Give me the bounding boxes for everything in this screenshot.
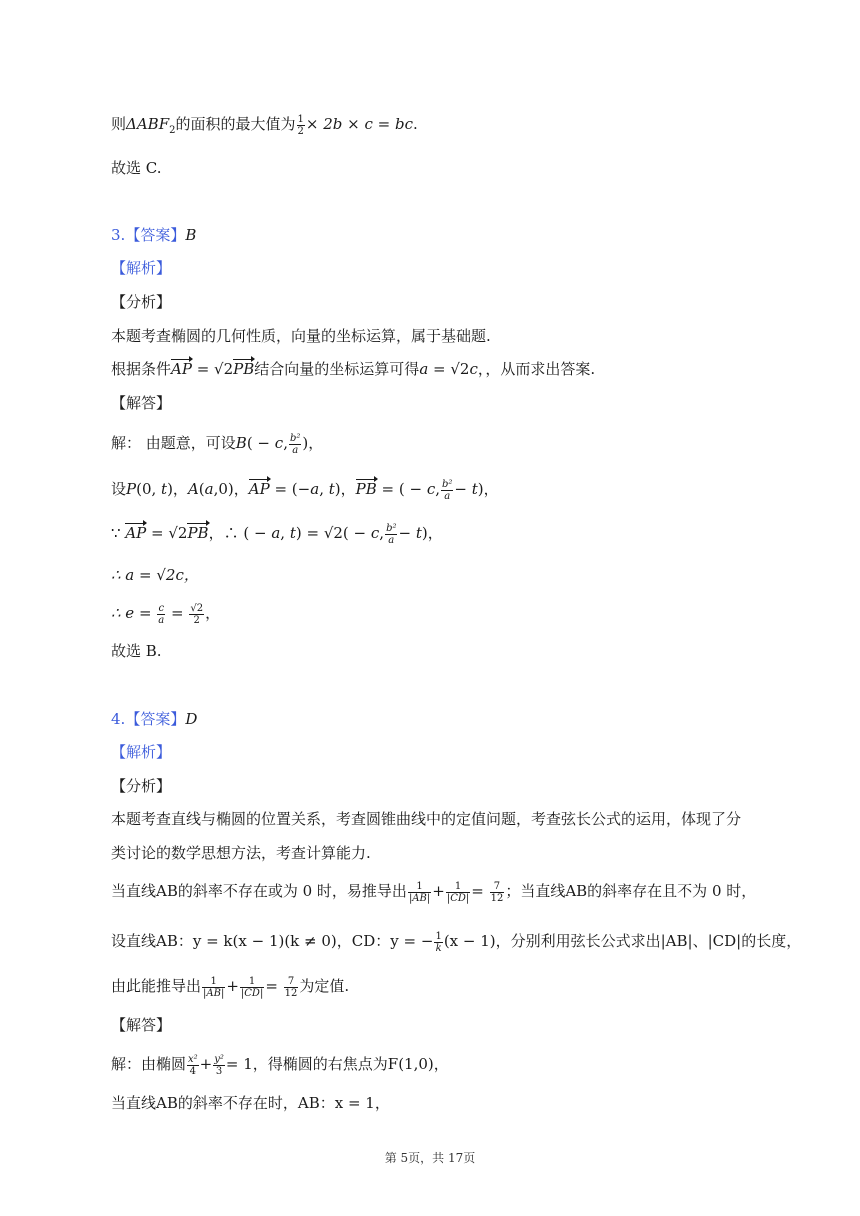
page-footer: 第 5页，共 17页 [384, 1151, 476, 1165]
text: 则 [111, 115, 127, 133]
q4-paragraph-3: 当直线AB的斜率不存在或为 0 时，易推导出 $\frac{1}{|AB|}$ + $\frac{1}{|CD|}$ = $\frac{7}{12}$ ；当直线AB的斜率存在且不为 0 时， [111, 880, 757, 904]
text: = 1，得椭圆的右焦点为F(1,0)， [225, 1055, 449, 1073]
fraction: $\frac{1}{k}$ [435, 930, 442, 954]
text: ；当直线AB的斜率存在且不为 0 时， [505, 882, 757, 900]
q4-jiexi: 【解析】 [111, 743, 172, 761]
fraction: $\frac{1}{|CD|}$ [446, 880, 470, 904]
q3-paragraph-2: 根据条件AP = √2PB结合向量的坐标运算可得a = √2c，，从而求出答案. [111, 360, 596, 378]
q3-choose: 故选 B. [111, 642, 162, 660]
q3-step-3: ∵ AP = √2PB，∴ ( − a, t) = √2( − c, $\frac{\text{b²}}{a}$ − t)， [111, 522, 443, 546]
q4-paragraph-1: 本题考查直线与椭圆的位置关系，考查圆锥曲线中的定值问题，考查弦长公式的运用，体现了分 [111, 810, 742, 828]
question-number: 3. [111, 226, 126, 244]
text: ∵ [111, 524, 126, 542]
vector-pb: PB [355, 480, 377, 498]
q3-step-2: 设P(0, t)，A(a,0)，AP = (−a, t)，PB = ( − c, $\frac{\text{b²}}{a}$ − t)， [111, 478, 499, 502]
math: P [126, 480, 137, 498]
text: ，，从而求出答案. [477, 360, 596, 378]
denominator: 2 [297, 125, 304, 137]
fraction: $\frac{\text{b²}}{a}$ [289, 432, 301, 456]
fraction: $\frac{1}{|CD|}$ [240, 975, 264, 999]
text: 根据条件 [111, 360, 172, 378]
numerator: 1 [297, 113, 304, 125]
text: 为定值. [299, 977, 350, 995]
fraction: $\frac{√2}{2}$ [190, 602, 204, 626]
vector-ap: AP [171, 360, 192, 378]
q3-step-1: 解： 由题意，可设B( − c, $\frac{\text{b²}}{a}$ )， [111, 432, 324, 456]
answer-value: B [185, 226, 197, 244]
q3-jieda: 【解答】 [111, 394, 172, 412]
q4-jieda: 【解答】 [111, 1016, 172, 1034]
text: 设直线AB：y = k(x − 1)(k ≠ 0)，CD：y = − [111, 932, 434, 950]
fraction: $\frac{1}{|AB|}$ [408, 880, 431, 904]
expression: × 2b × c = bc [305, 115, 413, 133]
text: . [413, 115, 418, 133]
vector-ap: AP [125, 524, 147, 542]
text: 当直线AB的斜率不存在或为 0 时，易推导出 [111, 882, 407, 900]
q3-step-4: ∴ a = √2c， [111, 566, 199, 584]
q3-answer-line [111, 224, 196, 246]
text: 的面积的最大值为 [175, 115, 296, 133]
fraction: $\frac{\text{x²}}{4}$ [188, 1053, 198, 1077]
subscript: 2 [169, 125, 176, 136]
text: (x − 1)，分别利用弦长公式求出|AB|、|CD|的长度， [443, 932, 802, 950]
q4-paragraph-5: 由此能推导出 $\frac{1}{|AB|}$ + $\frac{1}{|CD|}$ = $\frac{7}{12}$ 为定值. [111, 975, 350, 999]
fraction: $\frac{1}{|AB|}$ [203, 975, 225, 999]
vector-ap: AP [248, 480, 270, 498]
fraction: $\frac{c}{a}$ [158, 602, 165, 626]
q3-jiexi: 【解析】 [111, 259, 172, 277]
q3-fenxi: 【分析】 [111, 293, 172, 311]
q4-paragraph-2: 类讨论的数学思想方法，考查计算能力. [111, 844, 371, 862]
text: 结合向量的坐标运算可得 [254, 360, 420, 378]
q4-fenxi: 【分析】 [111, 777, 172, 795]
text: 解：由椭圆 [111, 1055, 187, 1073]
answer-tag: 【答案】 [125, 226, 186, 244]
text: 设 [111, 480, 127, 498]
text: 由此能推导出 [111, 977, 202, 995]
question-number: 4. [111, 710, 126, 728]
triangle-label: ΔABF [126, 115, 170, 133]
q4-paragraph-4 [111, 930, 801, 954]
fraction [297, 114, 305, 137]
q4-step-1: 解：由椭圆 $\frac{\text{x²}}{4}$ + $\frac{\text{y²}}{3}$ = 1，得椭圆的右焦点为F(1,0)， [111, 1053, 449, 1077]
q4-step-2: 当直线AB的斜率不存在时，AB：x = 1， [111, 1094, 390, 1112]
line-choose-c: 故选 C. [111, 159, 162, 177]
vector-pb: PB [233, 360, 255, 378]
math: c [469, 360, 478, 378]
text: 解： 由题意，可设 [111, 434, 236, 452]
math: c [274, 434, 284, 452]
fraction: $\frac{7}{12}$ [490, 880, 504, 904]
fraction: $\frac{\text{b²}}{a}$ [442, 478, 453, 502]
line-area-max [111, 113, 418, 142]
q4-answer-line [111, 708, 197, 730]
fraction: $\frac{\text{b²}}{a}$ [386, 522, 397, 546]
q3-step-5: ∴ e = $\frac{c}{a}$ = $\frac{√2}{2}$ ， [111, 602, 221, 626]
answer-value: D [185, 710, 198, 728]
fraction: $\frac{\text{y²}}{3}$ [214, 1053, 224, 1077]
text: ∴ e = [111, 604, 157, 622]
answer-tag: 【答案】 [125, 710, 186, 728]
vector-pb: PB [187, 524, 209, 542]
fraction: $\frac{7}{12}$ [284, 975, 298, 999]
math: a [419, 360, 429, 378]
math: B [235, 434, 247, 452]
q3-paragraph-1: 本题考查椭圆的几何性质，向量的坐标运算，属于基础题. [111, 327, 491, 345]
